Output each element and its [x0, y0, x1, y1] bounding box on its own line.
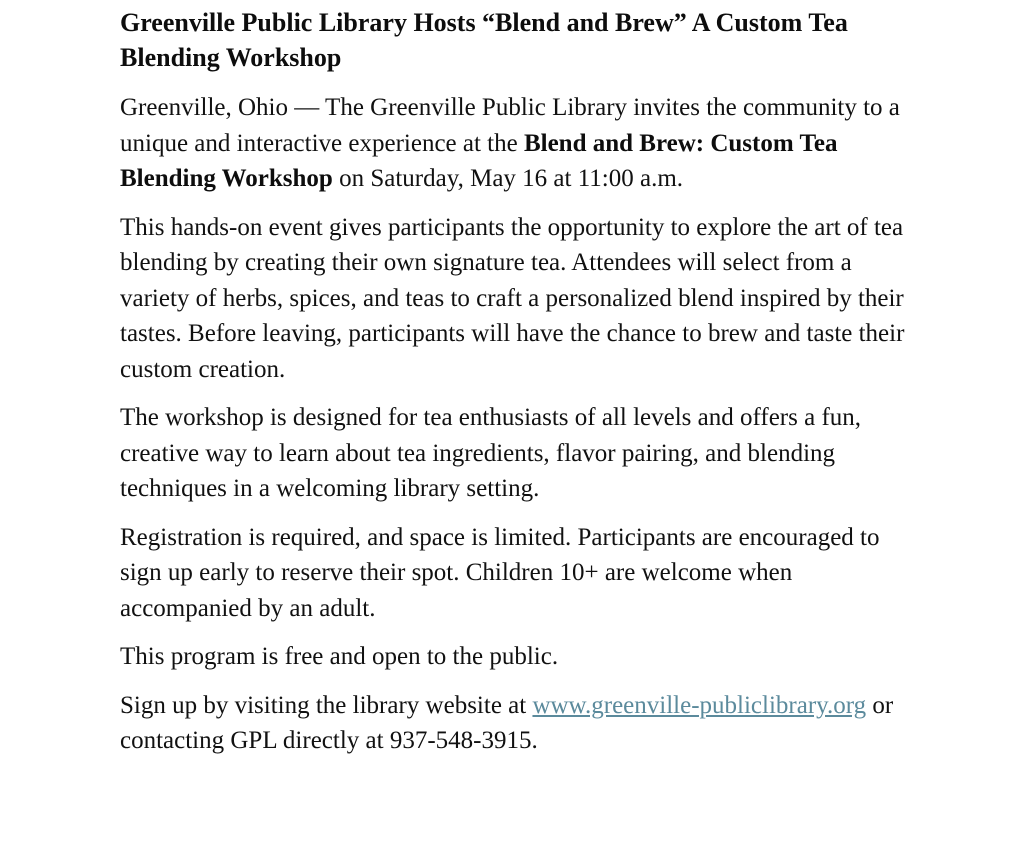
- signup-text-post: or contacting GPL directly at 937-548-3915.: [120, 691, 894, 754]
- paragraph-free-program: This program is free and open to the public.: [120, 643, 559, 670]
- intro-text-pre: Greenville, Ohio — The Greenville Public Library invites the community to a unique and interactive experience at the: [120, 94, 900, 157]
- paragraph-intro: [120, 90, 910, 197]
- article-title: Greenville Public Library Hosts “Blend and Brew” A Custom Tea Blending Workshop: [120, 8, 848, 72]
- intro-text-post: on Saturday, May 16 at 11:00 a.m.: [332, 165, 684, 192]
- paragraph-workshop-design: The workshop is designed for tea enthusiasts of all levels and offers a fun, creative way to learn about tea ingredients, flavor pairing, and blending techniques in a welcoming library setting.: [120, 404, 862, 502]
- paragraph-signup: [120, 688, 910, 759]
- paragraph-registration: Registration is required, and space is limited. Participants are encouraged to sign up early to reserve their spot. Children 10+ are welcome when accompanied by an adult.: [120, 523, 880, 622]
- library-website-link[interactable]: www.greenville-publiclibrary.org: [532, 691, 867, 719]
- event-name-bold: Blend and Brew: Custom Tea Blending Workshop: [120, 129, 838, 192]
- paragraph-event-description: This hands-on event gives participants the opportunity to explore the art of tea blending by creating their own signature tea. Attendees will select from a variety of herbs, spices, and teas to craft a personalized blend inspired by their tastes. Before leaving, participants will have the chance to brew and taste their custom creation.: [120, 213, 905, 383]
- signup-text-pre: Sign up by visiting the library website at: [120, 691, 533, 719]
